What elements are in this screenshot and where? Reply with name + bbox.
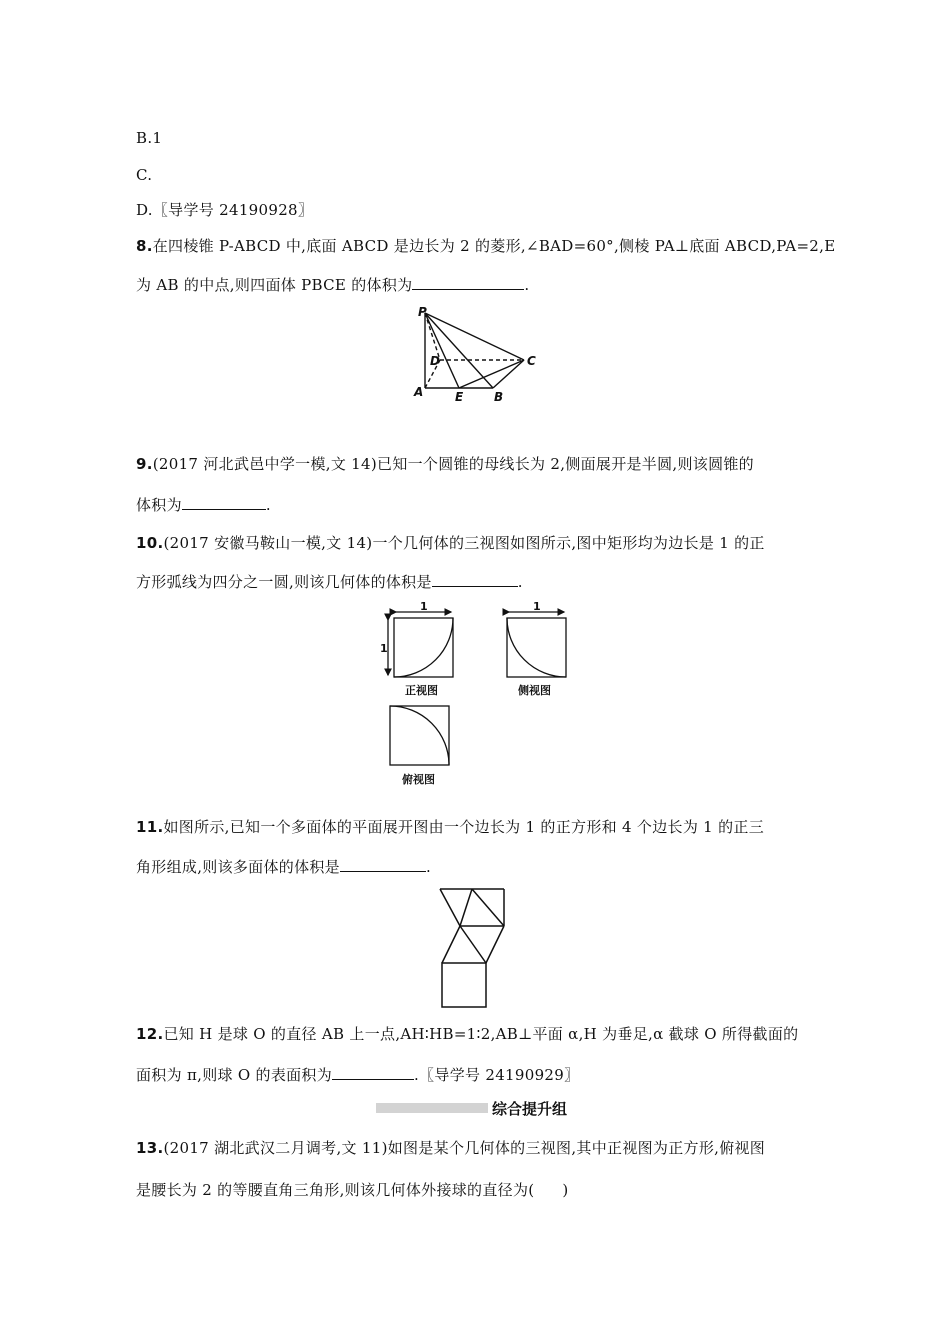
q11-net-figure bbox=[438, 885, 508, 1011]
q10-line2 bbox=[136, 572, 523, 592]
q9-end: . bbox=[265, 496, 271, 514]
q13-line1 bbox=[136, 1138, 765, 1158]
q12-text2: 面积为 π,则球 O 的表面积为 bbox=[136, 1066, 333, 1084]
label-a: A bbox=[414, 385, 424, 399]
q11-text2: 角形组成,则该多面体的体积是 bbox=[136, 858, 340, 876]
q10-answer-blank[interactable] bbox=[432, 572, 518, 587]
label-p: P bbox=[418, 305, 427, 319]
q8-answer-blank[interactable] bbox=[412, 275, 524, 290]
q10-text2: 方形弧线为四分之一圆,则该几何体的体积是 bbox=[136, 573, 432, 591]
q12-line1 bbox=[136, 1024, 798, 1044]
q13-line2 bbox=[136, 1180, 569, 1200]
q12-answer-blank[interactable] bbox=[332, 1065, 414, 1080]
q13-number: 13. bbox=[136, 1139, 164, 1157]
option-d: D.〖导学号 24190928〗 bbox=[136, 201, 314, 219]
q11-line1 bbox=[136, 817, 764, 837]
q9-answer-blank[interactable] bbox=[182, 495, 266, 510]
option-c: C. bbox=[136, 166, 153, 184]
q10-three-views-figure bbox=[380, 600, 580, 790]
q9-text2: 体积为 bbox=[136, 496, 182, 514]
q10-number: 10. bbox=[136, 534, 164, 552]
q12-text1: 已知 H 是球 O 的直径 AB 上一点,AH∶HB=1∶2,AB⊥平面 α,H 为垂足,α 截球 O 所得截面的 bbox=[163, 1025, 799, 1043]
front-height-label: 1 bbox=[380, 642, 388, 655]
q12-line2 bbox=[136, 1065, 579, 1085]
q8-line1 bbox=[136, 236, 835, 256]
label-e: E bbox=[455, 390, 464, 404]
q11-end: . bbox=[425, 858, 432, 876]
top-view-label: 俯视图 bbox=[402, 773, 435, 786]
q11-line2 bbox=[136, 857, 431, 877]
section-divider-bar bbox=[376, 1103, 488, 1113]
label-c: C bbox=[527, 354, 536, 368]
q8-pyramid-figure bbox=[410, 305, 550, 405]
section-title: 综合提升组 bbox=[492, 1100, 568, 1118]
side-width-label: 1 bbox=[533, 600, 541, 613]
q8-end: . bbox=[524, 276, 530, 294]
option-b: B.1 bbox=[136, 129, 163, 147]
q11-number: 11. bbox=[136, 818, 164, 836]
q11-answer-blank[interactable] bbox=[340, 857, 426, 872]
q13-text2: 是腰长为 2 的等腰直角三角形,则该几何体外接球的直径为( bbox=[136, 1181, 535, 1199]
q13-end: ) bbox=[562, 1181, 569, 1199]
q8-number: 8. bbox=[136, 237, 153, 255]
q13-text1: (2017 湖北武汉二月调考,文 11)如图是某个几何体的三视图,其中正视图为正方形,俯视图 bbox=[163, 1139, 766, 1157]
q8-line2 bbox=[136, 275, 530, 295]
front-width-label: 1 bbox=[420, 600, 428, 613]
q10-end: . bbox=[517, 573, 523, 591]
q9-number: 9. bbox=[136, 455, 153, 473]
label-d: D bbox=[430, 354, 440, 368]
q12-end: .〖导学号 24190929〗 bbox=[414, 1066, 580, 1084]
q9-line2 bbox=[136, 495, 271, 515]
q10-text1: (2017 安徽马鞍山一模,文 14)一个几何体的三视图如图所示,图中矩形均为边长是 1 的正 bbox=[163, 534, 765, 552]
front-view-label: 正视图 bbox=[405, 684, 438, 697]
q9-line1 bbox=[136, 454, 754, 474]
q9-text1: (2017 河北武邑中学一模,文 14)已知一个圆锥的母线长为 2,侧面展开是半圆,则该圆锥的 bbox=[152, 455, 754, 473]
q11-text1: 如图所示,已知一个多面体的平面展开图由一个边长为 1 的正方形和 4 个边长为 1 的正三 bbox=[163, 818, 764, 836]
q12-number: 12. bbox=[136, 1025, 164, 1043]
label-b: B bbox=[494, 390, 504, 404]
side-view-label: 侧视图 bbox=[518, 684, 551, 697]
q10-line1 bbox=[136, 533, 765, 553]
q8-text2: 为 AB 的中点,则四面体 PBCE 的体积为 bbox=[136, 276, 413, 294]
q8-text1: 在四棱锥 P-ABCD 中,底面 ABCD 是边长为 2 的菱形,∠BAD=60°,侧棱 PA⊥底面 ABCD,PA=2,E bbox=[152, 237, 836, 255]
